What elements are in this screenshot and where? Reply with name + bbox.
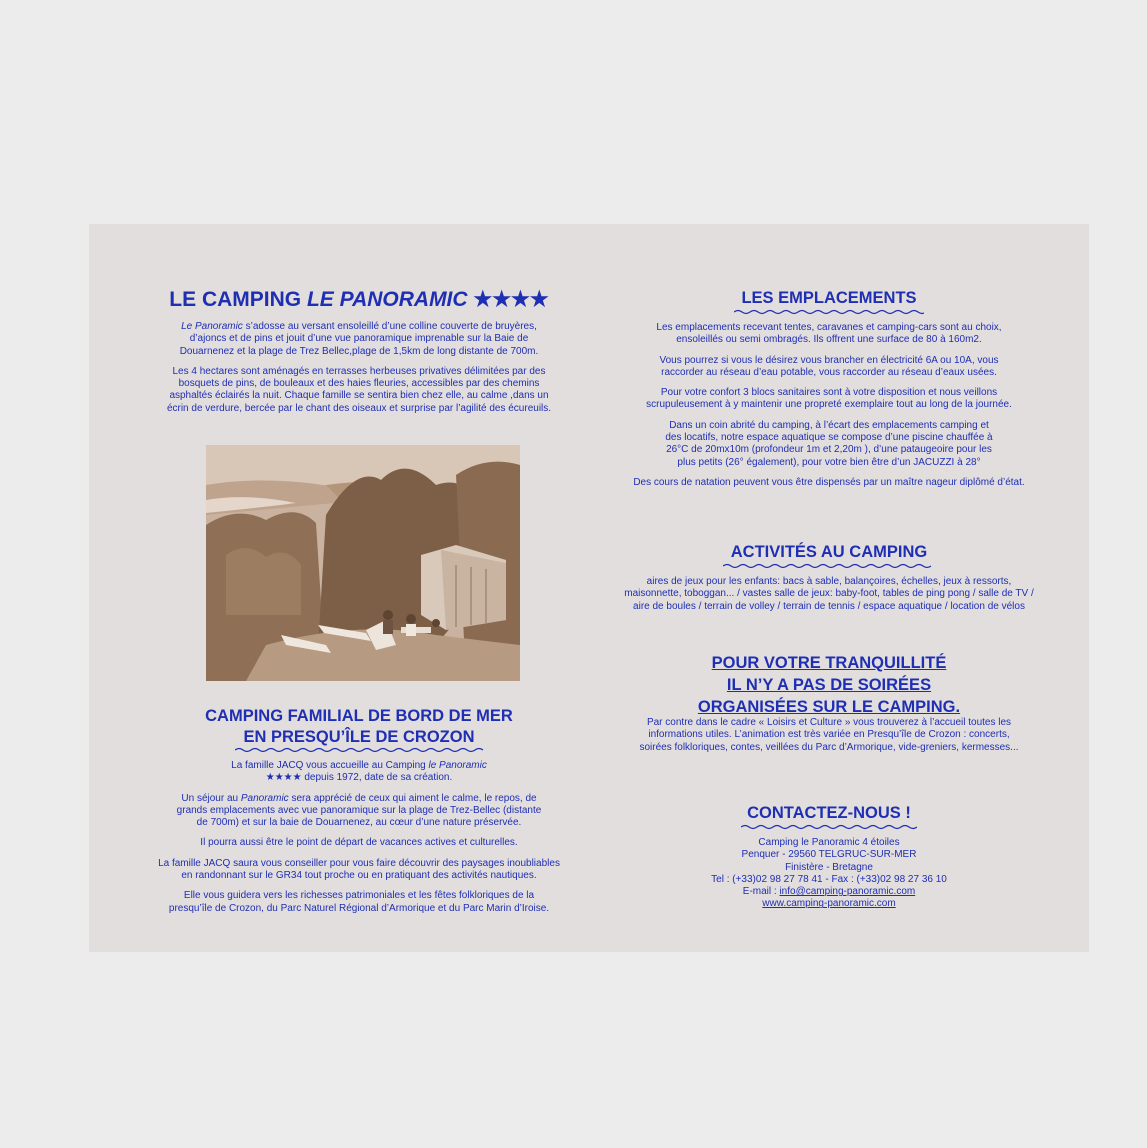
tranquility-paragraph: Par contre dans le cadre « Loisirs et Culture » vous trouverez à l’accueil toutes les informations utiles. L’animation est très variée en Presqu’île de Crozon : concerts, soirées folkloriques, contes, veillées du Parc d’Armorique, vide-greniers, kermesses... <box>639 717 1019 753</box>
emplacements-paragraph-1: Les emplacements recevant tentes, caravanes et camping-cars sont au choix, ensoleillés ou semi ombragés. Ils offrent une surface de 80 à 160m2. <box>656 322 1002 346</box>
camping-photo <box>206 445 520 681</box>
tranquility-title: POUR VOTRE TRANQUILLITÉ IL N’Y A PAS DE SOIRÉES ORGANISÉES SUR LE CAMPING. <box>697 654 961 716</box>
emplacements-paragraph-3: Pour votre confort 3 blocs sanitaires sont à votre disposition et nous veillons scrupuleusement à y maintenir une propreté exemplaire tout au long de la journée. <box>646 387 1012 411</box>
emplacements-paragraph-2: Vous pourrez si vous le désirez vous brancher en électricité 6A ou 10A, vous raccorder au réseau d’eau potable, vous raccorder au réseau d’eaux usées. <box>659 354 999 378</box>
activities-title: ACTIVITÉS AU CAMPING <box>730 543 928 561</box>
contact-region: Finistère - Bretagne <box>785 861 873 873</box>
brochure-sheet <box>89 224 1089 952</box>
title-prefix: LE CAMPING <box>169 288 307 311</box>
contact-block <box>609 837 1049 911</box>
contact-company: Camping le Panoramic 4 étoiles <box>758 837 900 848</box>
family-paragraph-1: La famille JACQ vous accueille au Camping le Panoramic ★★★★ depuis 1972, date de sa création. <box>231 760 487 784</box>
wavy-divider <box>723 563 935 569</box>
family-paragraph-3: Il pourra aussi être le point de départ de vacances actives et culturelles. <box>200 837 518 849</box>
title-name: LE PANORAMIC <box>306 288 468 311</box>
tranquility-text <box>609 717 1049 754</box>
intro-paragraph-1: Le Panoramic s’adosse au versant ensoleillé d’une colline couverte de bruyères, d’ajoncs et de pins et jouit d’une vue panoramique imprenable sur la Baie de Douarnenez et la plage de Trez Bellec,plage de 1,5km de long distante de 700m. <box>179 321 539 357</box>
emplacements-paragraph-5: Des cours de natation peuvent vous être dispensés par un maître nageur diplômé d’état. <box>633 476 1025 488</box>
emplacements-title: LES EMPLACEMENTS <box>741 289 917 307</box>
email-link[interactable]: info@camping-panoramic.com <box>779 886 916 898</box>
emplacements-paragraph-4: Dans un coin abrité du camping, à l’écart des emplacements camping et des locatifs, notre espace aquatique se compose d’une piscine chauffée à 26°C de 20mx10m (profondeur 1m et 2,20m ), d’une pataugeoire pour les plus petits (26° également), pour votre bien être d’un JACUZZI à 28° <box>665 419 993 468</box>
wavy-divider <box>235 747 485 753</box>
contact-street: Penquer - 29560 TELGRUC-SUR-MER <box>741 849 917 861</box>
contact-title: CONTACTEZ-NOUS ! <box>747 804 911 822</box>
activities-paragraph: aires de jeux pour les enfants: bacs à sable, balançoires, échelles, jeux à ressorts, maisonnette, toboggan... / vastes salle de jeux: baby-foot, tables de ping pong / salle de TV / aire de boules / terrain de volley / terrain de tennis / espace aquatique / location de vélos <box>624 576 1034 612</box>
contact-phone: Tel : (+33)02 98 27 78 41 - Fax : (+33)02 98 27 36 10 <box>711 873 947 885</box>
main-title <box>129 287 589 313</box>
emplacements-text <box>609 322 1049 489</box>
family-paragraph-2: Un séjour au Panoramic sera apprécié de ceux qui aiment le calme, le repos, de grands emplacements avec vue panoramique sur la plage de Trez-Bellec (distante de 700m) et sur la baie de Douarnenez, au cœur d’une nature préservée. <box>176 792 542 829</box>
wavy-divider <box>734 309 924 315</box>
family-title: CAMPING FAMILIAL DE BORD DE MER EN PRESQU’ÎLE DE CROZON <box>205 707 513 746</box>
website-link[interactable]: www.camping-panoramic.com <box>762 898 896 910</box>
contact-address: Camping le Panoramic 4 étoiles Penquer - 29560 TELGRUC-SUR-MER Finistère - Bretagne Tel : (+33)02 98 27 78 41 - Fax : (+33)02 98 27 36 10 E-mail : info@camping-panoramic.com www.camping-panoramic.com <box>711 837 947 910</box>
activities-text <box>604 576 1054 613</box>
intro-text <box>129 321 589 415</box>
family-paragraph-4: La famille JACQ saura vous conseiller pour vous faire découvrir des paysages inoubliables en randonnant sur le GR34 tout proche ou en pratiquant des activités nautiques. <box>158 857 560 882</box>
wavy-divider <box>741 824 917 830</box>
camping-photo-illustration <box>206 445 520 681</box>
intro-paragraph-2: Les 4 hectares sont aménagés en terrasses herbeuses privatives délimitées par des bosquets de pins, de bouleaux et des haies fleuries, accessibles par des chemins asphaltés éclairés la nuit. Chaque famille se sentira bien chez elle, au calme ,dans un écrin de verdure, bercée par le chant des oiseaux et surprise par l’agilité des écureuils. <box>166 365 552 414</box>
family-paragraph-5: Elle vous guidera vers les richesses patrimoniales et les fêtes folkloriques de la presqu’île de Crozon, du Parc Naturel Régional d’Armorique et du Parc Marin d’Iroise. <box>168 890 550 914</box>
family-text <box>129 760 589 915</box>
stars-rating: ★★★★ <box>473 288 549 311</box>
